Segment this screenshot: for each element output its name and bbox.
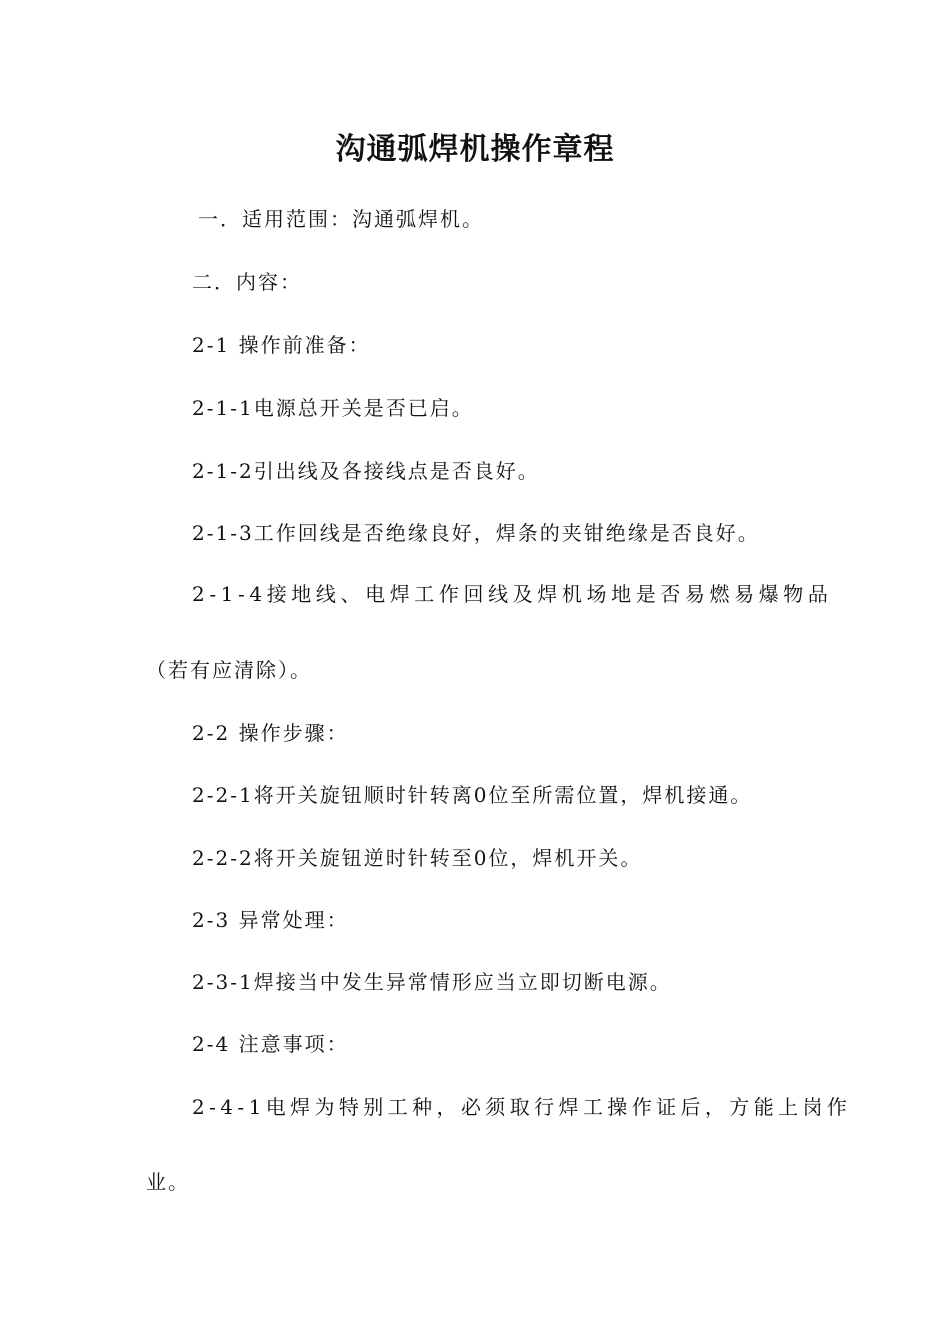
step-item-1: 2-2-1将开关旋钮顺时针转离0位至所需位置，焊机接通。 bbox=[192, 783, 753, 807]
note-item-1-line-1: 2-4-1电焊为特别工种，必须取行焊工操作证后，方能上岗作 bbox=[192, 1095, 852, 1119]
steps-heading: 2-2 操作步骤： bbox=[192, 721, 349, 745]
prep-item-4-line-1: 2-1-4接地线、电焊工作回线及焊机场地是否易燃易爆物品 bbox=[192, 582, 833, 606]
prep-heading: 2-1 操作前准备： bbox=[192, 333, 371, 357]
prep-item-2: 2-1-2引出线及各接线点是否良好。 bbox=[192, 459, 540, 483]
abnormal-item-1: 2-3-1焊接当中发生异常情形应当立即切断电源。 bbox=[192, 970, 672, 994]
abnormal-heading: 2-3 异常处理： bbox=[192, 908, 349, 932]
prep-item-4-line-2: （若有应清除）。 bbox=[146, 658, 312, 682]
prep-item-1: 2-1-1电源总开关是否已启。 bbox=[192, 396, 474, 420]
note-item-1-line-2: 业。 bbox=[146, 1170, 190, 1194]
scope-line: 一．适用范围：沟通弧焊机。 bbox=[198, 207, 484, 231]
step-item-2: 2-2-2将开关旋钮逆时针转至0位，焊机开关。 bbox=[192, 846, 643, 870]
document-title: 沟通弧焊机操作章程 bbox=[335, 132, 615, 167]
prep-item-3: 2-1-3工作回线是否绝缘良好，焊条的夹钳绝缘是否良好。 bbox=[192, 521, 760, 545]
content-heading: 二．内容： bbox=[192, 270, 302, 294]
notes-heading: 2-4 注意事项： bbox=[192, 1032, 349, 1056]
